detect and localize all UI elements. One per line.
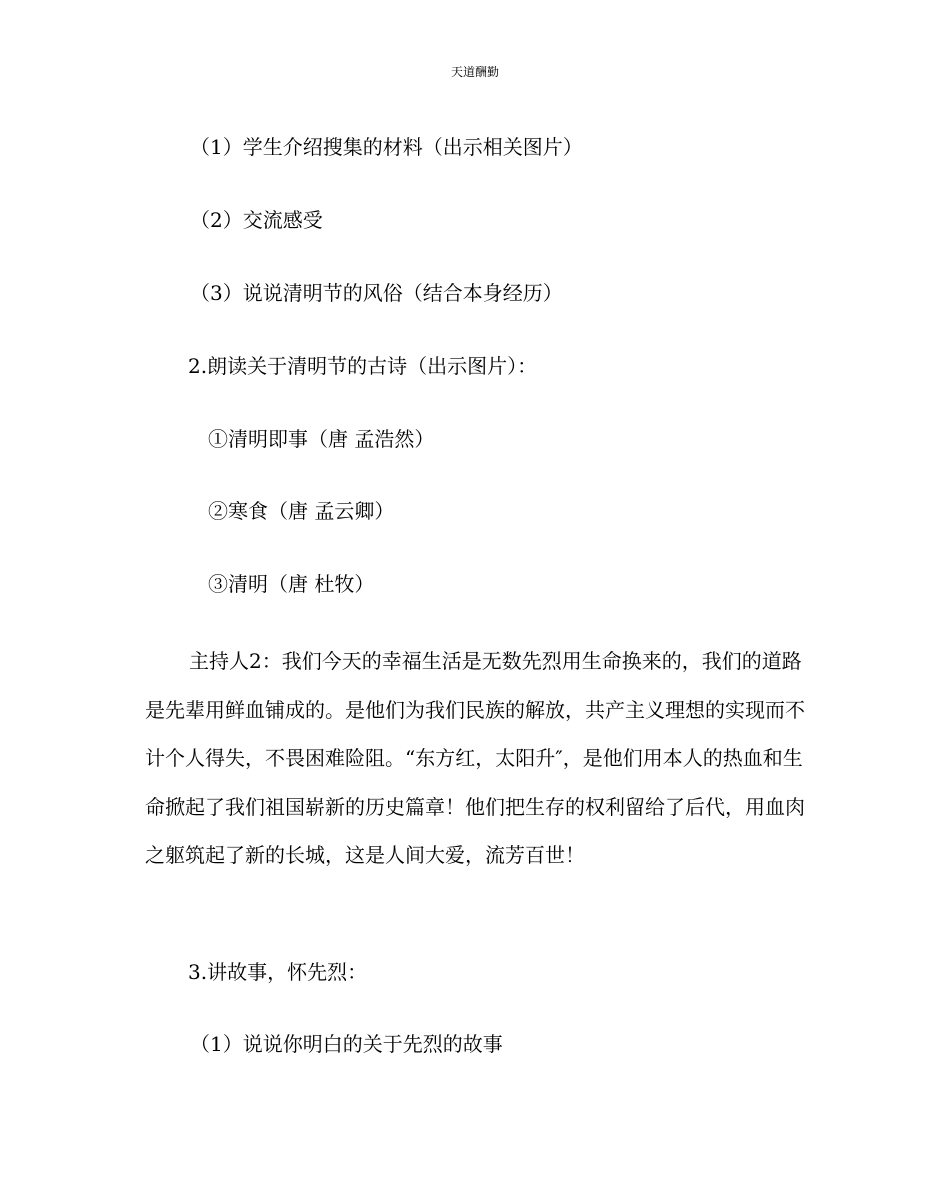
list-item-2: （2）交流感受 xyxy=(190,208,323,232)
poem-item-2: ②寒食（唐 孟云卿） xyxy=(208,499,395,523)
list-item-4: （1）说说你明白的关于先烈的故事 xyxy=(190,1032,503,1056)
poem-item-3: ③清明（唐 杜牧） xyxy=(208,572,375,596)
poem-item-1: ①清明即事（唐 孟浩然） xyxy=(208,427,435,451)
list-item-3: （3）说说清明节的风俗（结合本身经历） xyxy=(190,281,563,305)
section-heading-3: 3.讲故事，怀先烈： xyxy=(188,960,368,984)
host-paragraph-text: 主持人2：我们今天的幸福生活是无数先烈用生命换来的，我们的道路是先辈用鲜血铺成的。是他们为我们民族的解放，共产主义理想的实现而不计个人得失，不畏困难险阻。“东方红，太阳升″，是他们用本人的热血和生命掀起了我们祖国崭新的历史篇章！他们把生存的权利留给了后代，用血肉之躯筑起了新的长城，这是人间大爱，流芳百世！ xyxy=(145,649,805,868)
section-heading-2: 2.朗读关于清明节的古诗（出示图片）： xyxy=(188,354,538,378)
list-item-1: （1）学生介绍搜集的材料（出示相关图片） xyxy=(190,135,583,159)
page-header: 天道酬勤 xyxy=(450,65,499,79)
host-paragraph xyxy=(145,637,810,880)
